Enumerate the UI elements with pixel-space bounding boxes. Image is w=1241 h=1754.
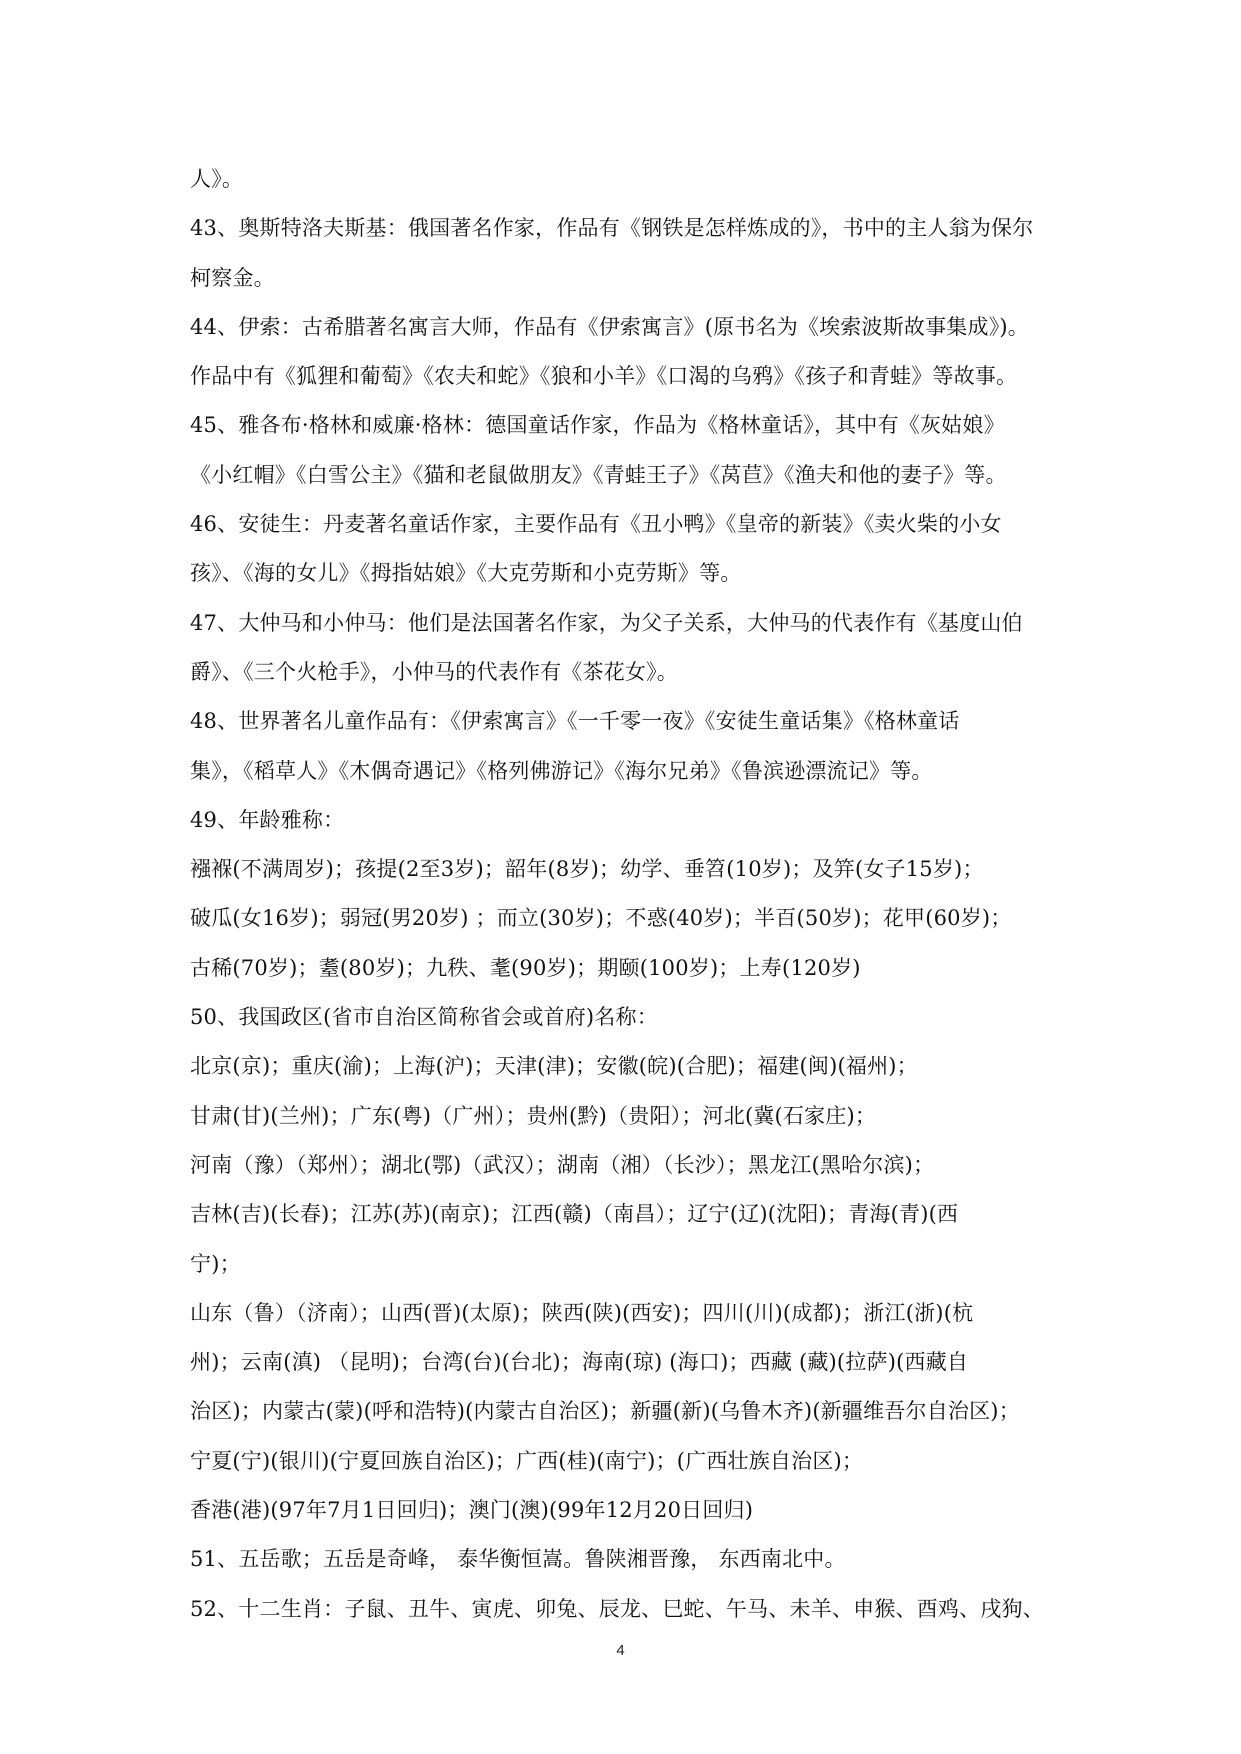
text-line: 古稀(70岁)；耋(80岁)；九秩、耄(90岁)；期颐(100岁)；上寿(120岁) bbox=[190, 955, 861, 980]
text-line: 山东（鲁）（济南）；山西(晋)(太原)；陕西(陕)(西安)；四川(川)(成都)；浙江(浙)(杭 bbox=[190, 1300, 974, 1325]
text-line: 50、我国政区(省市自治区简称省会或首府)名称： bbox=[190, 1005, 658, 1030]
text-line: 人》。 bbox=[190, 167, 244, 191]
text-line: 吉林(吉)(长春)；江苏(苏)(南京)；江西(赣)（南昌）；辽宁(辽)(沈阳)；青海(青)(西 bbox=[190, 1202, 959, 1227]
text-line: 柯察金。 bbox=[190, 265, 275, 290]
text-line: 爵》、《三个火枪手》，小仲马的代表作有《茶花女》。 bbox=[190, 659, 678, 684]
text-line: 《小红帽》《白雪公主》《猫和老鼠做朋友》《青蛙王子》《莴苣》《渔夫和他的妻子》等。 bbox=[190, 462, 1007, 487]
text-line: 甘肃(甘)(兰州)；广东(粤)（广州）；贵州(黔)（贵阳）；河北(冀(石家庄)； bbox=[190, 1103, 877, 1128]
text-line: 51、五岳歌；五岳是奇峰， 泰华衡恒嵩。鲁陕湘晋豫， 东西南北中。 bbox=[190, 1547, 846, 1572]
text-line: 州)；云南(滇) （昆明)；台湾(台)(台北)；海南(琼) (海口)；西藏 (藏)(拉萨)(西藏自 bbox=[190, 1350, 969, 1375]
text-line: 宁夏(宁)(银川)(宁夏回族自治区)；广西(桂)(南宁)；(广西壮族自治区)； bbox=[190, 1448, 864, 1473]
text-line: 孩》、《海的女儿》《拇指姑娘》《大克劳斯和小克劳斯》等。 bbox=[190, 561, 742, 586]
text-line: 44、伊索：古希腊著名寓言大师，作品有《伊索寓言》(原书名为《埃索波斯故事集成》)。 bbox=[190, 314, 1030, 339]
document-body bbox=[190, 155, 1065, 1634]
text-line: 49、年龄雅称： bbox=[190, 807, 345, 832]
text-line: 治区)；内蒙古(蒙)(呼和浩特)(内蒙古自治区)；新疆(新)(乌鲁木齐)(新疆维吾尔自治区)； bbox=[190, 1399, 1020, 1424]
text-line: 香港(港)(97年7月1日回归)；澳门(澳)(99年12月20日回归) bbox=[190, 1498, 754, 1523]
text-line: 43、奥斯特洛夫斯基：俄国著名作家，作品有《钢铁是怎样炼成的》，书中的主人翁为保尔 bbox=[190, 216, 1034, 241]
text-line: 47、大仲马和小仲马：他们是法国著名作家，为父子关系，大仲马的代表作有《基度山伯 bbox=[190, 610, 1023, 635]
text-line: 襁褓(不满周岁)；孩提(2至3岁)；韶年(8岁)；幼学、垂笤(10岁)；及笄(女子15岁)； bbox=[190, 857, 984, 882]
text-line: 破瓜(女16岁)；弱冠(男20岁) ；而立(30岁)；不惑(40岁)；半百(50岁)；花甲(60岁)； bbox=[190, 906, 1012, 931]
text-line: 46、安徒生：丹麦著名童话作家，主要作品有《丑小鸭》《皇帝的新装》《卖火柴的小女 bbox=[190, 512, 1002, 537]
text-line: 45、雅各布·格林和威廉·格林：德国童话作家，作品为《格林童话》，其中有《灰姑娘》 bbox=[190, 413, 1005, 438]
text-line: 集》，《稻草人》《木偶奇遇记》《格列佛游记》《海尔兄弟》《鲁滨逊漂流记》等。 bbox=[190, 758, 933, 783]
text-line: 48、世界著名儿童作品有：《伊索寓言》《一千零一夜》《安徒生童话集》《格林童话 bbox=[190, 709, 960, 734]
text-line: 河南（豫）（郑州）；湖北(鄂)（武汉）；湖南（湘）（长沙）；黑龙江(黑哈尔滨)； bbox=[190, 1152, 935, 1177]
text-line: 作品中有《狐狸和葡萄》《农夫和蛇》《狼和小羊》《口渴的乌鸦》《孩子和青蛙》等故事。 bbox=[190, 364, 1018, 389]
text-line: 北京(京)；重庆(渝)；上海(沪)；天津(津)；安徽(皖)(合肥)；福建(闽)(福州)； bbox=[190, 1054, 918, 1079]
text-line: 宁)； bbox=[190, 1251, 241, 1276]
text-line: 52、十二生肖：子鼠、丑牛、寅虎、卯兔、辰龙、巳蛇、午马、未羊、申猴、酉鸡、戌狗、 bbox=[190, 1596, 1044, 1621]
page-number: 4 bbox=[616, 1642, 625, 1659]
